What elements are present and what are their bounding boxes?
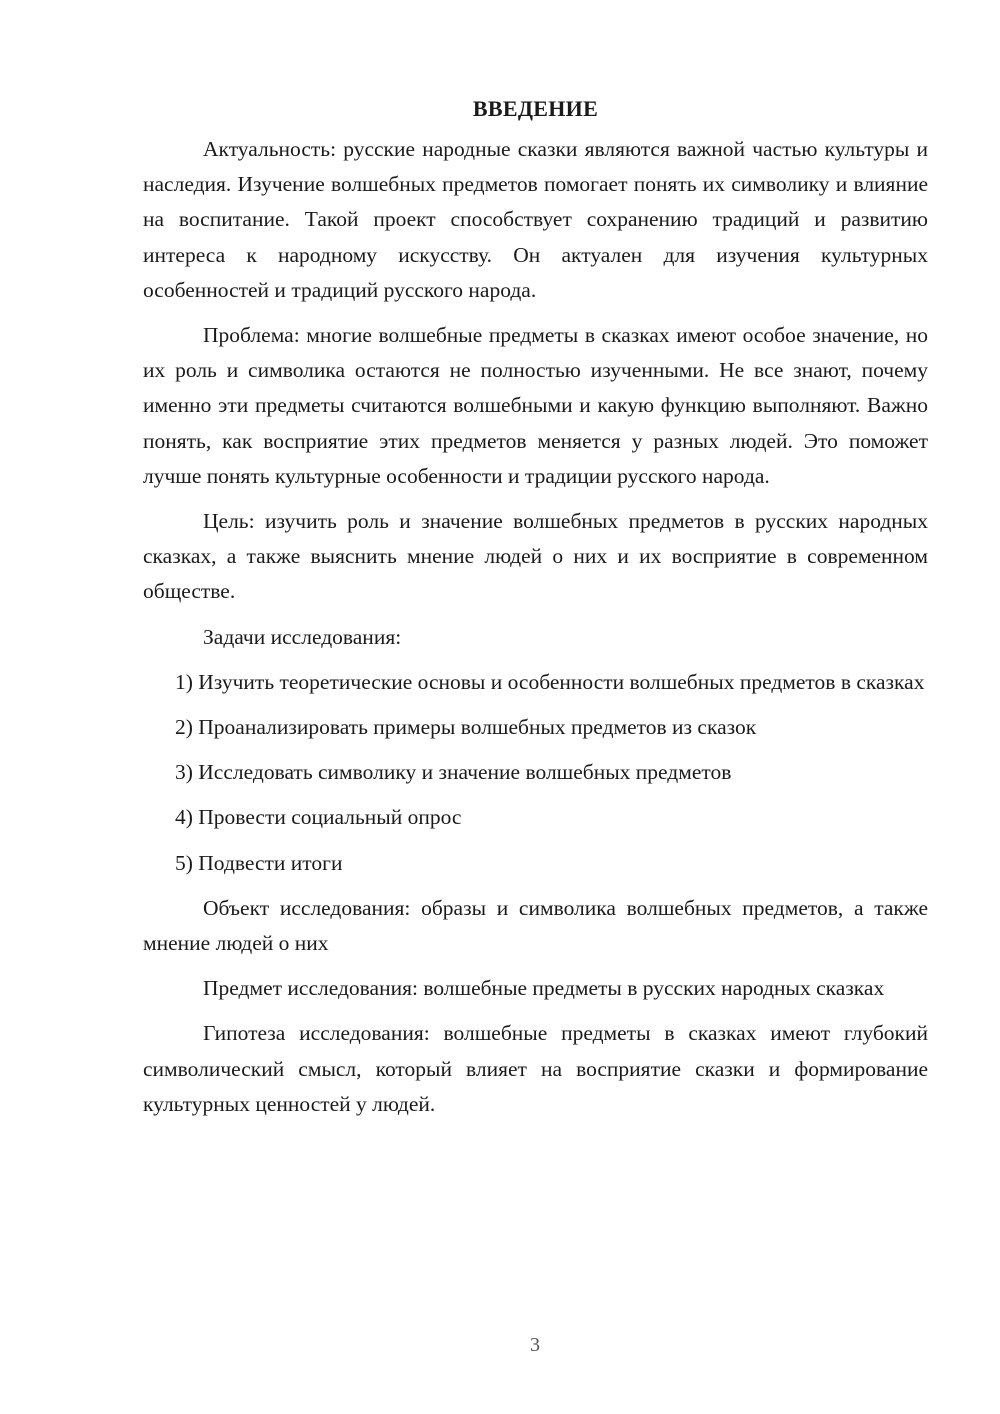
page-number: 3 — [530, 1334, 540, 1356]
tasks-title: Задачи исследования: — [203, 624, 402, 649]
list-item: 3) Исследовать символику и значение волшебных предметов — [175, 760, 732, 785]
list-item: 1) Изучить теоретические основы и особенности волшебных предметов в сказках — [175, 669, 925, 694]
document-page — [143, 92, 928, 1122]
hypothesis-paragraph: Гипотеза исследования: волшебные предметы в сказках имеют глубокий символический смысл, который влияет на восприятие сказки и формирование культурных ценностей у людей. — [143, 1021, 928, 1116]
tasks-list — [143, 665, 928, 881]
problem-paragraph: Проблема: многие волшебные предметы в сказках имеют особое значение, но их роль и символика остаются не полностью изученными. Не все знают, почему именно эти предметы считаются волшебными и какую функцию выполняют. Важно понять, как восприятие этих предметов меняется у разных людей. Это поможет лучше понять культурные особенности и традиции русского народа. — [143, 323, 928, 488]
list-item: 2) Проанализировать примеры волшебных предметов из сказок — [175, 715, 757, 740]
subject-paragraph: Предмет исследования: волшебные предметы в русских народных сказках — [203, 976, 885, 1001]
section-heading: ВВЕДЕНИЕ — [472, 96, 599, 121]
goal-paragraph: Цель: изучить роль и значение волшебных предметов в русских народных сказках, а также выяснить мнение людей о них и их восприятие в современном обществе. — [143, 509, 928, 604]
list-item: 4) Провести социальный опрос — [175, 805, 462, 830]
relevance-paragraph: Актуальность: русские народные сказки являются важной частью культуры и наследия. Изучение волшебных предметов помогает понять их символику и влияние на воспитание. Такой проект способствует сохранению традиций и развитию интереса к народному искусству. Он актуален для изучения культурных особенностей и традиций русского народа. — [143, 137, 928, 302]
object-paragraph: Объект исследования: образы и символика волшебных предметов, а также мнение людей о них — [143, 895, 928, 956]
list-item: 5) Подвести итоги — [175, 850, 343, 875]
